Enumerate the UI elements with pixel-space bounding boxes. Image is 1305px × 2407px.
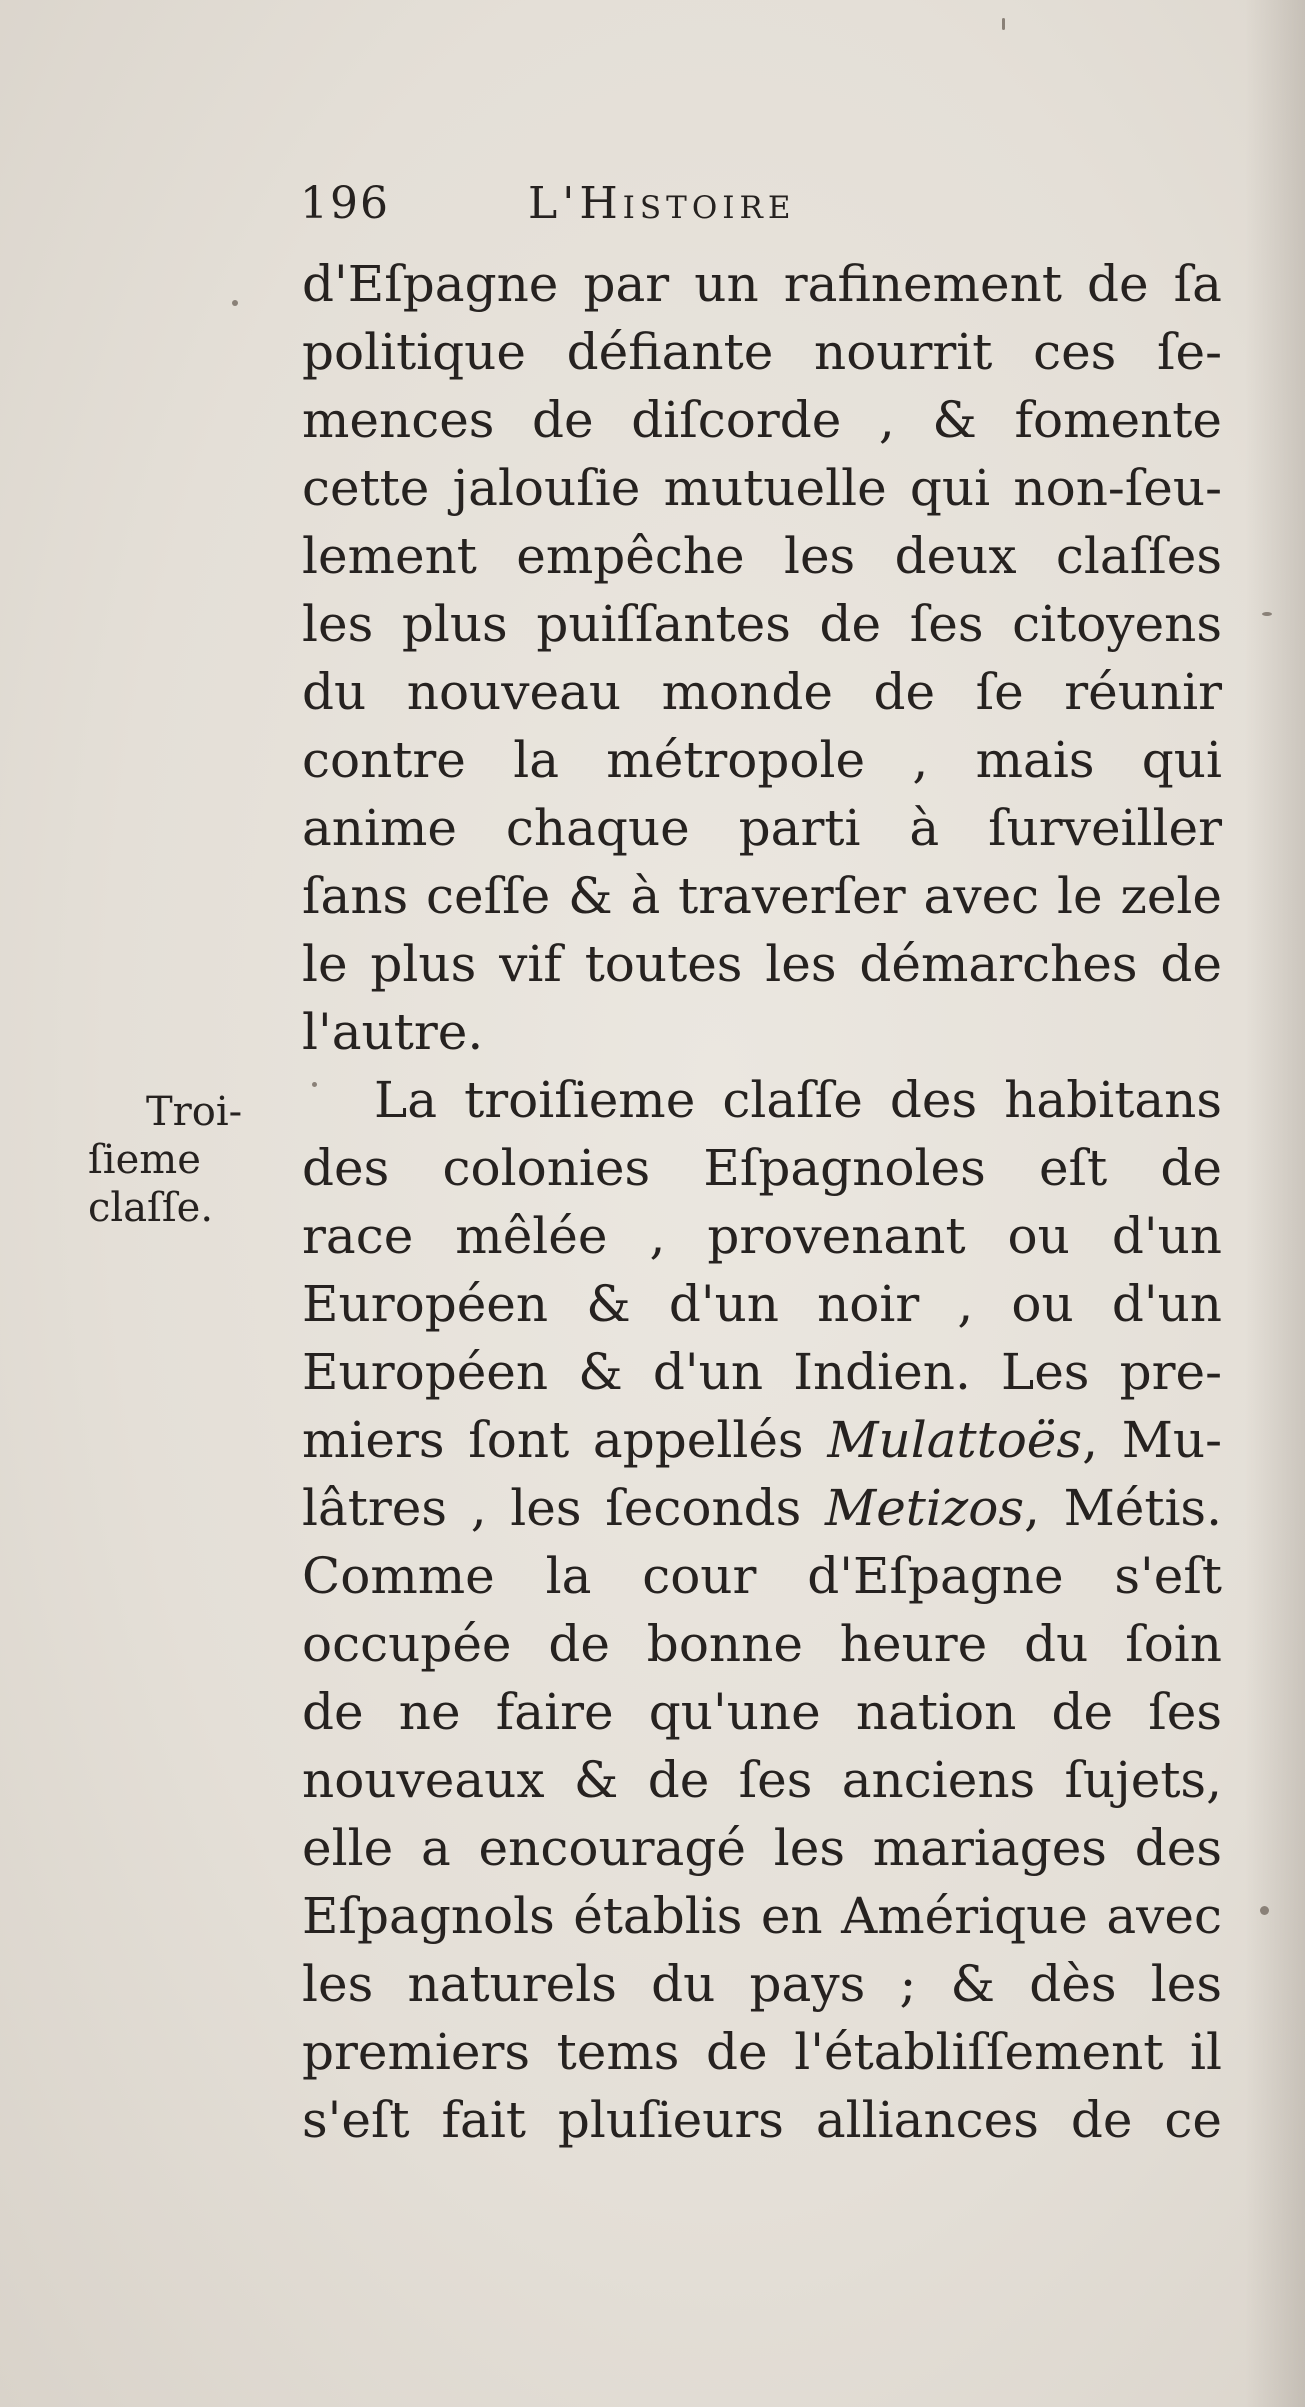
- text-line: race mêlée , provenant ou d'un: [302, 1207, 1222, 1265]
- text-line: l'autre.: [302, 1003, 484, 1061]
- paper-speck: [1002, 18, 1005, 30]
- text-line: elle a encouragé les mariages des: [302, 1819, 1222, 1877]
- text-segment: lâtres , les ſeconds: [302, 1479, 825, 1537]
- text-line: Comme la cour d'Eſpagne s'eſt: [302, 1547, 1222, 1605]
- paragraph-start-line: La troiſieme claſſe des habitans: [374, 1071, 1222, 1129]
- text-line: anime chaque parti à ſurveiller: [302, 799, 1222, 857]
- text-line: premiers tems de l'établiſſement il: [302, 2023, 1222, 2081]
- page-header: [300, 178, 1000, 238]
- page-number: 196: [300, 178, 390, 229]
- text-line: de ne faire qu'une nation de ſes: [302, 1683, 1222, 1741]
- italic-term-metizos: Metizos: [825, 1479, 1024, 1537]
- text-line: ſans ceſſe & à traverſer avec le zele: [302, 867, 1222, 925]
- text-line: Eſpagnols établis en Amérique avec: [302, 1887, 1222, 1945]
- margin-note-line: Troi-: [146, 1089, 243, 1135]
- text-line: Européen & d'un noir , ou d'un: [302, 1275, 1222, 1333]
- text-line: du nouveau monde de ſe réunir: [302, 663, 1222, 721]
- text-line: nouveaux & de ſes anciens ſujets,: [302, 1751, 1222, 1809]
- page-gutter-shadow: [1245, 0, 1305, 2407]
- text-line: lement empêche les deux claſſes: [302, 527, 1222, 585]
- running-head: L'Histoire: [528, 178, 796, 229]
- text-line: des colonies Eſpagnoles eſt de: [302, 1139, 1222, 1197]
- margin-note-line: ſieme: [88, 1137, 201, 1183]
- text-segment: , Mu-: [1082, 1411, 1222, 1469]
- text-line: s'eſt fait pluſieurs alliances de ce: [302, 2091, 1222, 2149]
- italic-term-mulattoes: Mulattoës: [827, 1411, 1083, 1469]
- text-line: Européen & d'un Indien. Les pre-: [302, 1343, 1222, 1401]
- text-segment: miers ſont appellés: [302, 1411, 828, 1469]
- margin-note: [88, 1088, 278, 1232]
- text-line: d'Eſpagne par un rafinement de ſa: [302, 255, 1222, 313]
- text-line: [302, 1406, 1222, 1474]
- text-line: contre la métropole , mais qui: [302, 731, 1222, 789]
- paper-speck: [1262, 612, 1272, 616]
- text-line: politique défiante nourrit ces ſe-: [302, 323, 1222, 381]
- text-line: les plus puiſſantes de ſes citoyens: [302, 595, 1222, 653]
- text-line: mences de diſcorde , & fomente: [302, 391, 1222, 449]
- text-line: [302, 1474, 1222, 1542]
- text-line: les naturels du pays ; & dès les: [302, 1955, 1222, 2013]
- paper-speck: [312, 1082, 317, 1087]
- text-segment: , Métis.: [1023, 1479, 1222, 1537]
- paper-speck: [1260, 1906, 1269, 1915]
- paper-speck: [232, 300, 238, 306]
- text-line: occupée de bonne heure du ſoin: [302, 1615, 1222, 1673]
- body-text: [302, 250, 1222, 2154]
- margin-note-line: claſſe.: [88, 1185, 214, 1231]
- text-line: le plus vif toutes les démarches de: [302, 935, 1222, 993]
- text-line: cette jalouſie mutuelle qui non-ſeu-: [302, 459, 1222, 517]
